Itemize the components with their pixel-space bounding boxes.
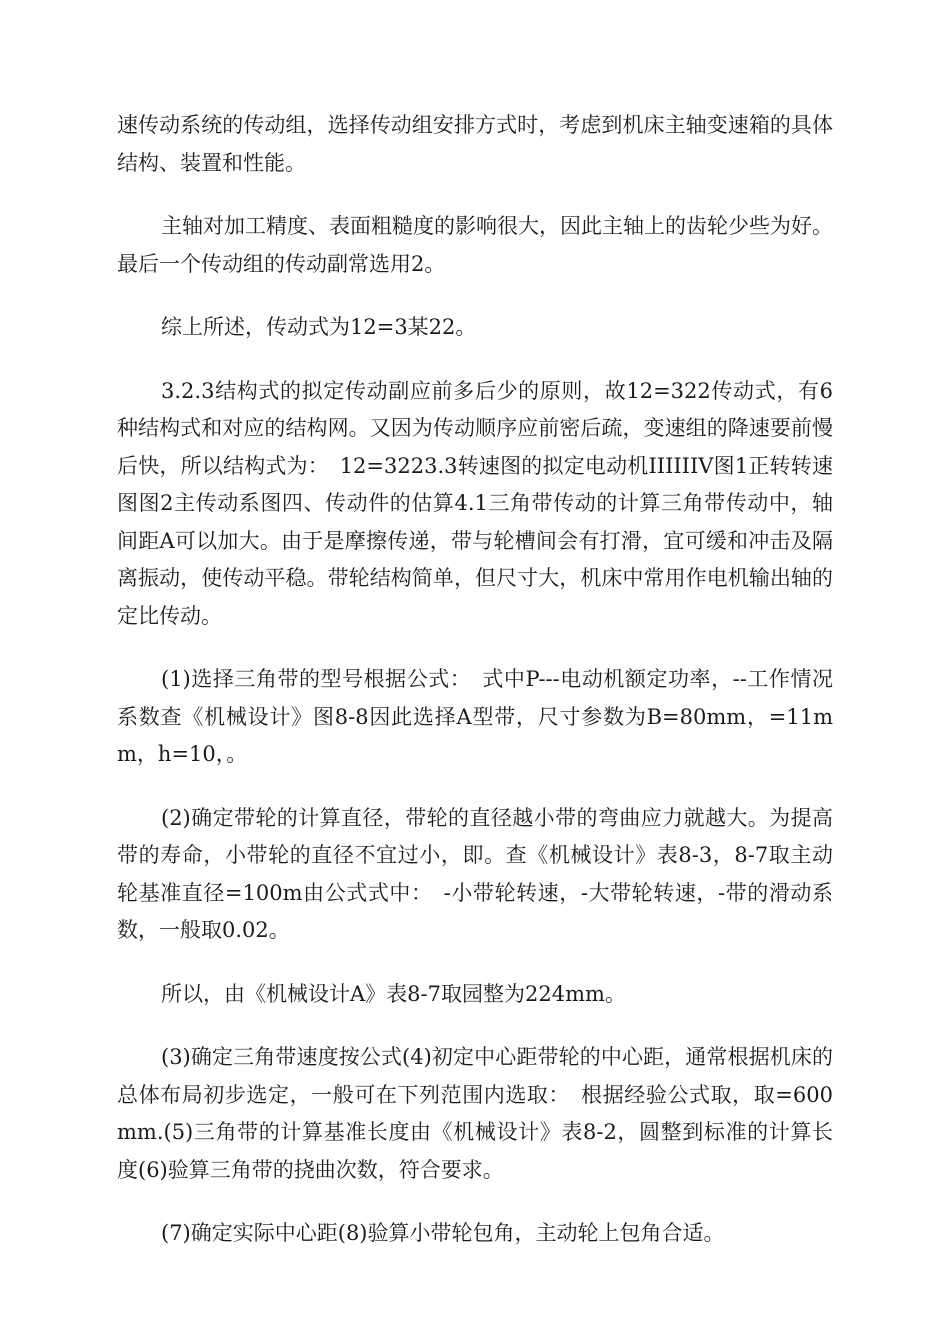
- paragraph: (2)确定带轮的计算直径，带轮的直径越小带的弯曲应力就越大。为提高带的寿命，小带轮的直径不宜过小，即。查《机械设计》表8-3，8-7取主动轮基准直径=100m由公式式中： -小带轮转速，-大带轮转速，-带的滑动系数，一般取0.02。: [117, 805, 833, 942]
- paragraph: (3)确定三角带速度按公式(4)初定中心距带轮的中心距，通常根据机床的总体布局初步选定，一般可在下列范围内选取： 根据经验公式取，取=600mm.(5)三角带的计算基准长度由《机械设计》表8-2，圆整到标准的计算长度(6)验算三角带的挠曲次数，符合要求。: [117, 1045, 833, 1182]
- document-body: [117, 107, 833, 1279]
- paragraph: 3.2.3结构式的拟定传动副应前多后少的原则，故12=322传动式，有6种结构式和对应的结构网。又因为传动顺序应前密后疏，变速组的降速要前慢后快，所以结构式为： 12=3223.3转速图的拟定电动机IIIIIIV图1正转转速图图2主传动系图四、传动件的估算4.1三角带传动的计算三角带传动中，轴间距A可以加大。由于是摩擦传递，带与轮槽间会有打滑，宜可缓和冲击及隔离振动，使传动平稳。带轮结构简单，但尺寸大，机床中常用作电机输出轴的定比传动。: [117, 378, 833, 628]
- paragraph: (1)选择三角带的型号根据公式： 式中P---电动机额定功率，--工作情况系数查《机械设计》图8-8因此选择A型带，尺寸参数为B=80mm，=11mm，h=10，。: [117, 667, 833, 766]
- paragraph: 所以，由《机械设计A》表8-7取园整为224mm。: [161, 981, 626, 1006]
- paragraph: (7)确定实际中心距(8)验算小带轮包角，主动轮上包角合适。: [161, 1221, 725, 1245]
- paragraph-continued: 速传动系统的传动组，选择传动组安排方式时，考虑到机床主轴变速箱的具体结构、装置和性能。: [117, 113, 833, 175]
- paragraph: 主轴对加工精度、表面粗糙度的影响很大，因此主轴上的齿轮少些为好。最后一个传动组的传动副常选用2。: [117, 214, 833, 276]
- paragraph: 综上所述，传动式为12=3某22。: [161, 315, 477, 339]
